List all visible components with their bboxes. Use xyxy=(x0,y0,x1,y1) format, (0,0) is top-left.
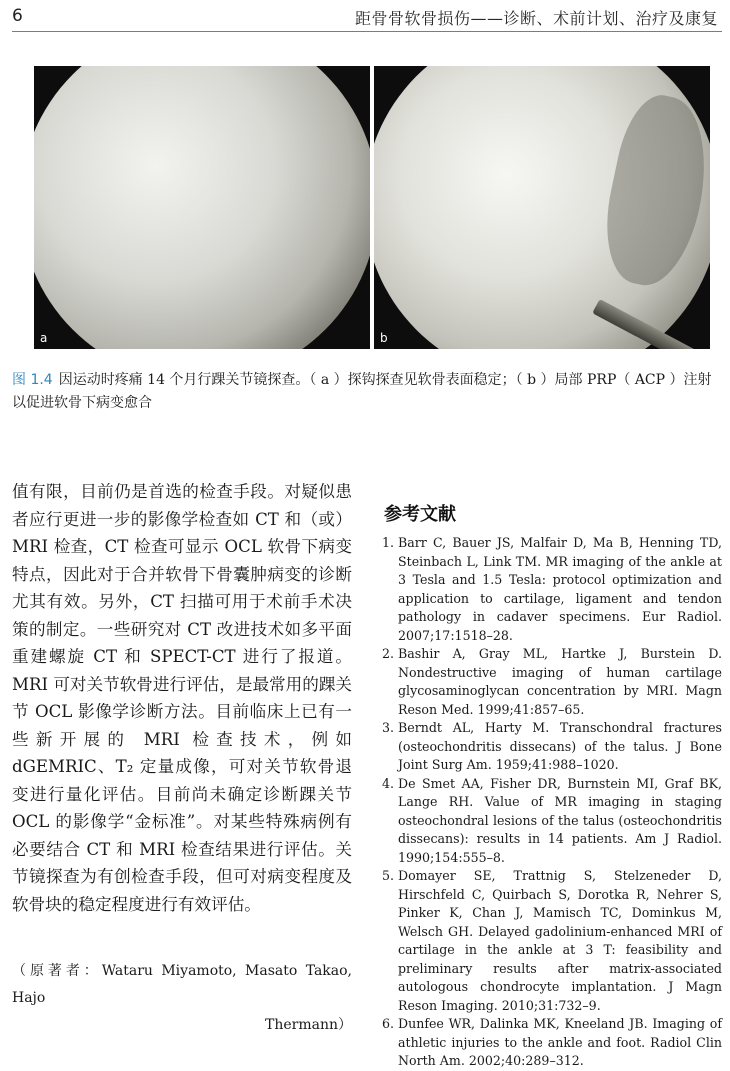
reference-item xyxy=(382,867,722,1015)
reference-number: 5. xyxy=(382,868,395,883)
panel-label-b: b xyxy=(380,331,388,345)
body-text-column xyxy=(12,478,352,918)
reference-text: Barr C, Bauer JS, Malfair D, Ma B, Henning TD, Steinbach L, Link TM. MR imaging of the ankle at 3 Tesla and 1.5 Tesla: protocol optimization and application to cartilage, ligament and tendon pathology in cadaver specimens. Eur Radiol. 2007;17:1518–28. xyxy=(398,535,722,643)
reference-text: Dunfee WR, Dalinka MK, Kneeland JB. Imaging of athletic injuries to the ankle and foot. Radiol Clin North Am. 2002;40:289–312. xyxy=(398,1016,722,1068)
reference-item xyxy=(382,719,722,775)
reference-item xyxy=(382,1015,722,1071)
arthroscopic-view xyxy=(34,66,370,349)
header-rule xyxy=(12,31,722,32)
figure-1-4 xyxy=(34,66,710,349)
reference-text: Domayer SE, Trattnig S, Stelzeneder D, Hirschfeld C, Quirbach S, Dorotka R, Nehrer S, Pinker K, Chan J, Mamisch TC, Dominkus M, Welsch GH. Delayed gadolinium-enhanced MRI of cartilage in the ankle at 3 T: feasibility and preliminary results after matrix-associated autologous chondrocyte implantation. J Magn Reson Imaging. 2010;31:732–9. xyxy=(398,868,722,1013)
reference-number: 3. xyxy=(382,720,395,735)
original-authors xyxy=(12,958,352,1039)
reference-list xyxy=(382,534,722,1071)
reference-item xyxy=(382,534,722,645)
figure-caption xyxy=(12,369,724,415)
panel-label-a: a xyxy=(40,331,48,345)
reference-text: Bashir A, Gray ML, Hartke J, Burstein D. Nondestructive imaging of human cartilage glycosaminoglycan concentration by MRI. Magn Reson Med. 1999;41:857–65. xyxy=(398,646,722,717)
page-header xyxy=(0,0,730,36)
page-number: 6 xyxy=(12,6,23,26)
reference-number: 6. xyxy=(382,1016,395,1031)
reference-item xyxy=(382,645,722,719)
figure-number: 图 1.4 xyxy=(12,372,53,388)
references-section xyxy=(382,500,722,1071)
references-title: 参考文献 xyxy=(384,504,456,525)
reference-text: Berndt AL, Harty M. Transchondral fractures (osteochondritis dissecans) of the talus. J Bone Joint Surg Am. 1959;41:988–1020. xyxy=(398,720,722,772)
body-paragraph: 值有限，目前仍是首选的检查手段。对疑似患者应行更进一步的影像学检查如 CT 和（或）MRI 检查，CT 检查可显示 OCL 软骨下病变特点，因此对于合并软骨下骨囊肿病变的诊断尤其有效。另外，CT 扫描可用于术前手术决策的制定。一些研究对 CT 改进技术如多平面重建螺旋 CT 和 SPECT-CT 进行了报道。MRI 可对关节软骨进行评估，是最常用的踝关节 OCL 影像学诊断方法。目前临床上已有一些新开展的 MRI 检查技术，例如 dGEMRIC、T₂ 定量成像，可对关节软骨退变进行量化评估。目前尚未确定诊断踝关节 OCL 的影像学“金标准”。对某些特殊病例有必要结合 CT 和 MRI 检查结果进行评估。关节镜探查为有创检查手段，但可对病变程度及软骨块的稳定程度进行有效评估。 xyxy=(12,482,353,914)
attribution-line-2: Thermann） xyxy=(265,1017,352,1033)
reference-text: De Smet AA, Fisher DR, Burnstein MI, Graf BK, Lange RH. Value of MR imaging in staging osteochondral lesions of the talus (osteochondritis dissecans): results in 14 patients. Am J Radiol. 1990;154:555–8. xyxy=(398,775,722,865)
arthroscopy-image-b xyxy=(374,66,710,349)
reference-number: 2. xyxy=(382,646,395,661)
arthroscopy-image-a xyxy=(34,66,370,349)
caption-text: 因运动时疼痛 14 个月行踝关节镜探查。（ a ）探钩探查见软骨表面稳定；（ b ）局部 PRP（ ACP ）注射以促进软骨下病变愈合 xyxy=(12,372,712,411)
running-title: 距骨骨软骨损伤——诊断、术前计划、治疗及康复 xyxy=(354,9,718,28)
reference-item xyxy=(382,775,722,868)
reference-number: 1. xyxy=(382,535,395,550)
reference-number: 4. xyxy=(382,775,395,791)
attribution-line-1: （原著者：Wataru Miyamoto, Masato Takao, Hajo xyxy=(12,963,352,1006)
